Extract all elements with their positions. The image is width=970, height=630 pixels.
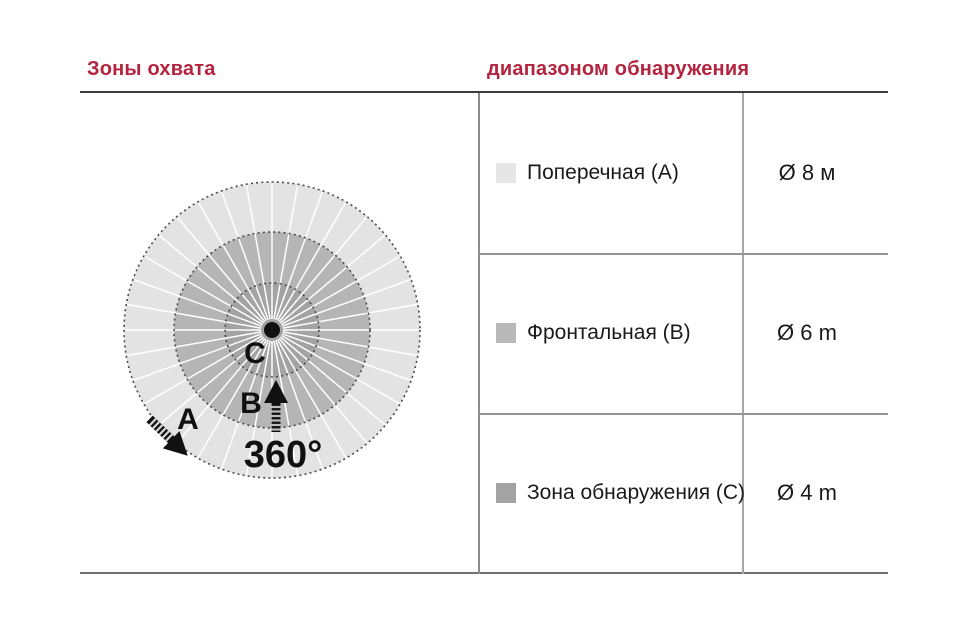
sensor-center-dot	[264, 322, 280, 338]
zone-b-swatch	[496, 323, 516, 343]
zone-a-name: Поперечная (A)	[527, 161, 679, 184]
zone-c-diameter: Ø 4 m	[777, 480, 837, 505]
zone-a-swatch	[496, 163, 516, 183]
section-title-coverage-zones: Зоны охвата	[87, 58, 216, 80]
rotation-360-label: 360°	[243, 434, 323, 476]
zone-c-swatch	[496, 483, 516, 503]
coverage-diagram	[62, 95, 486, 575]
table-row	[479, 253, 888, 413]
zone-a-diameter: Ø 8 м	[778, 160, 836, 185]
section-title-detection-range: диапазоном обнаружения	[487, 58, 750, 80]
table-row	[479, 93, 888, 253]
zone-label-c: C	[244, 337, 266, 370]
zone-label-a: A	[177, 403, 199, 436]
zone-b-diameter: Ø 6 m	[777, 320, 837, 345]
table-row	[479, 413, 888, 573]
zone-label-b: B	[240, 387, 262, 420]
zone-b-name: Фронтальная (B)	[527, 321, 691, 344]
zone-c-name: Зона обнаружения (C)	[527, 481, 746, 504]
